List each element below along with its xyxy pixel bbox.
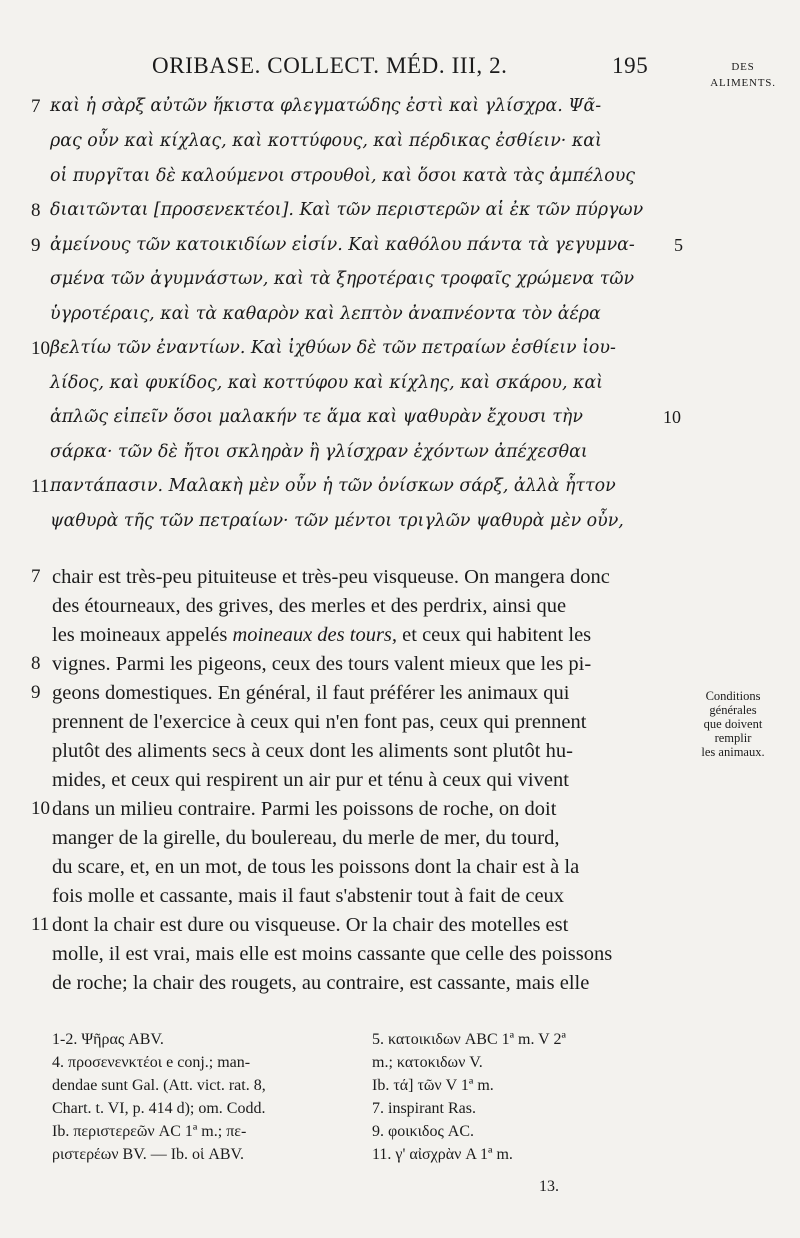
- greek-section-number: 11: [31, 476, 50, 497]
- margin-note-line: Conditions: [705, 689, 761, 703]
- french-line: des étourneaux, des grives, des merles et des perdrix, ainsi que: [52, 595, 567, 617]
- side-title-1: DES: [731, 61, 755, 73]
- greek-line: σμένα τῶν ἀγυμνάστων, καὶ τὰ ξηροτέραις τροφαῖς χρώμενα τῶν: [50, 269, 635, 289]
- greek-section-number: 7: [31, 96, 41, 117]
- greek-line: σάρκα· τῶν δὲ ἤτοι σκληρὰν ἢ γλίσχραν ἐχόντων ἀπέχεσθαι: [50, 442, 588, 462]
- greek-line: διαιτῶνται [προσενεκτέοι]. Καὶ τῶν περιστερῶν αἱ ἐκ τῶν πύργων: [50, 200, 644, 220]
- footnote-line: 1-2. Ψῆρας ABV.: [52, 1031, 164, 1048]
- footnote-line: ριστερέων BV. — Ib. οἱ ABV.: [52, 1146, 245, 1163]
- greek-line: ρας οὖν καὶ κίχλας, καὶ κοττύφους, καὶ πέρδικας ἐσθίειν· καὶ: [50, 131, 602, 151]
- margin-note-line: que doivent: [703, 717, 763, 731]
- greek-line: ἁπλῶς εἰπεῖν ὅσοι μαλακήν τε ἅμα καὶ ψαθυρὰν ἔχουσι τὴν: [50, 407, 583, 427]
- running-title: ORIBASE. COLLECT. MÉD. III, 2.: [152, 53, 508, 78]
- french-line: geons domestiques. En général, il faut préférer les animaux qui: [52, 682, 570, 704]
- french-section-number: 7: [31, 566, 41, 587]
- french-section-number: 11: [31, 914, 50, 935]
- french-line: chair est très-peu pituiteuse et très-peu visqueuse. On mangera donc: [52, 566, 610, 588]
- french-section-number: 9: [31, 682, 41, 703]
- french-line: mides, et ceux qui respirent un air pur et ténu à ceux qui vivent: [52, 769, 569, 791]
- french-line: molle, il est vrai, mais elle est moins cassante que celle des poissons: [52, 943, 613, 965]
- greek-line: ἀμείνους τῶν κατοικιδίων εἰσίν. Καὶ καθόλου πάντα τὰ γεγυμνα-: [50, 235, 635, 255]
- french-section-number: 8: [31, 653, 41, 674]
- footnote-line: 5. κατοικιδων ABC 1ª m. V 2ª: [372, 1031, 566, 1048]
- margin-note-line: générales: [709, 703, 757, 717]
- greek-section-number: 9: [31, 235, 41, 256]
- footnote-line: 9. φοικιδος AC.: [372, 1123, 475, 1140]
- footnote-line: Ib. περιστερεῶν AC 1ª m.; πε-: [52, 1123, 247, 1140]
- page-number: 195: [612, 53, 649, 78]
- french-line: vignes. Parmi les pigeons, ceux des tours valent mieux que les pi-: [52, 653, 592, 675]
- side-title-2: ALIMENTS.: [710, 77, 776, 89]
- greek-line: λίδος, καὶ φυκίδος, καὶ κοττύφου καὶ κίχλης, καὶ σκάρου, καὶ: [50, 373, 604, 393]
- french-line: prennent de l'exercice à ceux qui n'en font pas, ceux qui prennent: [52, 711, 587, 733]
- french-line: fois molle et cassante, mais il faut s'abstenir tout à fait de ceux: [52, 885, 565, 907]
- margin-note-line: les animaux.: [701, 745, 765, 759]
- french-line: manger de la girelle, du boulereau, du merle de mer, du tourd,: [52, 827, 560, 849]
- french-line: dont la chair est dure ou visqueuse. Or la chair des motelles est: [52, 914, 569, 936]
- french-section-number: 10: [31, 798, 50, 819]
- french-line: les moineaux appelés moineaux des tours, et ceux qui habitent les: [52, 624, 592, 646]
- footnote-line: 4. προσενενκτέοι e conj.; man-: [52, 1054, 251, 1071]
- french-line: de roche; la chair des rougets, au contraire, est cassante, mais elle: [52, 972, 590, 994]
- greek-line-number: 5: [674, 235, 683, 255]
- footnote-line: Ib. τά] τῶν V 1ª m.: [372, 1077, 494, 1094]
- footnote-line: dendae sunt Gal. (Att. vict. rat. 8,: [52, 1077, 266, 1094]
- greek-line: ψαθυρὰ τῆς τῶν πετραίων· τῶν μέντοι τριγλῶν ψαθυρὰ μὲν οὖν,: [50, 511, 624, 531]
- greek-line: οἱ πυργῖται δὲ καλούμενοι στρουθοὶ, καὶ ὅσοι κατὰ τὰς ἀμπέλους: [50, 166, 636, 186]
- french-line: dans un milieu contraire. Parmi les poissons de roche, on doit: [52, 798, 557, 820]
- greek-line: βελτίω τῶν ἐναντίων. Καὶ ἰχθύων δὲ τῶν πετραίων ἐσθίειν ἰου-: [50, 338, 616, 358]
- footnote-line: 7. inspirant Ras.: [372, 1100, 476, 1117]
- greek-section-number: 10: [31, 338, 50, 359]
- greek-line: καὶ ἡ σὰρξ αὐτῶν ἥκιστα φλεγματώδης ἐστὶ καὶ γλίσχρα. Ψᾶ-: [50, 96, 602, 116]
- french-line: du scare, et, en un mot, de tous les poissons dont la chair est à la: [52, 856, 580, 878]
- margin-note-line: remplir: [714, 731, 752, 745]
- footnote-line: m.; κατοκιδων V.: [372, 1054, 483, 1071]
- margin-note: [683, 689, 783, 759]
- greek-line: ὑγροτέραις, καὶ τὰ καθαρὸν καὶ λεπτὸν ἀναπνέοντα τὸν ἀέρα: [50, 304, 601, 324]
- greek-line: παντάπασιν. Μαλακὴ μὲν οὖν ἡ τῶν ὀνίσκων σάρξ, ἀλλὰ ἧττον: [50, 476, 616, 496]
- signature-mark: 13.: [539, 1178, 559, 1195]
- french-line: plutôt des aliments secs à ceux dont les aliments sont plutôt hu-: [52, 740, 573, 762]
- footnote-line: Chart. t. VI, p. 414 d); om. Codd.: [52, 1100, 266, 1117]
- greek-line-number: 10: [663, 407, 681, 427]
- footnote-line: 11. γ' αἰσχρὰν A 1ª m.: [372, 1146, 513, 1163]
- greek-section-number: 8: [31, 200, 41, 221]
